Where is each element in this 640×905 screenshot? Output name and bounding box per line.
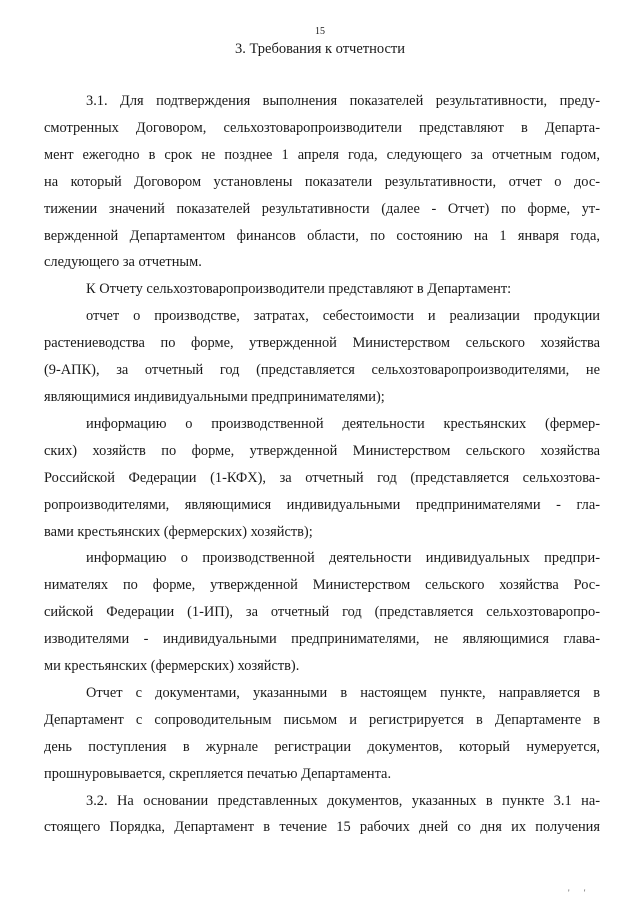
text-line: Департамент с сопроводительным письмом и регистрируется в Департаменте в [44, 711, 600, 728]
text-line: 3.2. На основании представленных документов, указанных в пункте 3.1 на- [86, 792, 600, 809]
paragraph-registration [44, 680, 600, 788]
text-line: ропроизводителями, являющимися индивидуальными предпринимателями - гла- [44, 496, 600, 513]
text-line: мент ежегодно в срок не позднее 1 апреля года, следующего за отчетным годом, [44, 146, 600, 163]
page-number: 15 [315, 26, 325, 37]
text-line: растениеводства по форме, утвержденной Министерством сельского хозяйства [44, 335, 600, 352]
section-title: 3. Требования к отчетности [234, 41, 406, 57]
text-line: Отчет с документами, указанными в настоящем пункте, направляется в [86, 684, 600, 701]
text-line: сийской Федерации (1-ИП), за отчетный год (представляется сельхозтоваропро- [44, 604, 600, 621]
paragraph-report-attachments [44, 276, 600, 303]
text-line: (9-АПК), за отчетный год (представляется сельхозтоваропроизводителями, не [44, 362, 600, 379]
text-line: вами крестьянских (фермерских) хозяйств); [44, 523, 313, 540]
paragraph-3-2 [44, 788, 600, 842]
text-line: изводителями - индивидуальными предпринимателями, не являющимися глава- [44, 631, 600, 648]
text-line: нимателях по форме, утвержденной Министерством сельского хозяйства Рос- [44, 577, 600, 594]
text-line: прошнуровывается, скрепляется печатью Департамента. [44, 765, 392, 782]
text-line: информацию о производственной деятельности индивидуальных предпри- [86, 550, 600, 567]
paragraph-1-ip-info [44, 545, 600, 680]
paragraph-9-apk-report [44, 303, 600, 411]
text-line: стоящего Порядка, Департамент в течение 15 рабочих дней со дня их получения [44, 819, 600, 836]
text-line: ских) хозяйств по форме, утвержденной Министерством сельского хозяйства [44, 442, 600, 459]
text-line: ми крестьянских (фермерских) хозяйств). [44, 658, 300, 675]
text-line: тижении значений показателей результативности (далее - Отчет) по форме, ут- [44, 200, 600, 217]
document-body [44, 88, 600, 841]
text-line: следующего за отчетным. [44, 254, 202, 271]
text-line: К Отчету сельхозтоваропроизводители представляют в Департамент: [86, 281, 512, 298]
text-line: смотренных Договором, сельхозтоваропроизводители представляют в Департа- [44, 119, 600, 136]
scan-artifact-marks: ' ' [568, 888, 592, 898]
paragraph-3-1 [44, 88, 600, 276]
paragraph-1-kfh-info [44, 411, 600, 546]
text-line: на который Договором установлены показатели результативности, отчет о дос- [44, 173, 600, 190]
text-line: Российской Федерации (1-КФХ), за отчетный год (представляется сельхозтова- [44, 469, 600, 486]
text-line: 3.1. Для подтверждения выполнения показателей результативности, преду- [86, 93, 600, 109]
text-line: день поступления в журнале регистрации документов, который нумеруется, [44, 738, 600, 755]
text-line: отчет о производстве, затратах, себестоимости и реализации продукции [86, 308, 600, 325]
text-line: информацию о производственной деятельности крестьянских (фермер- [86, 415, 600, 432]
text-line: являющимися индивидуальными предпринимателями); [44, 388, 385, 405]
text-line: вержденной Департаментом финансов области, по состоянию на 1 января года, [44, 227, 600, 244]
